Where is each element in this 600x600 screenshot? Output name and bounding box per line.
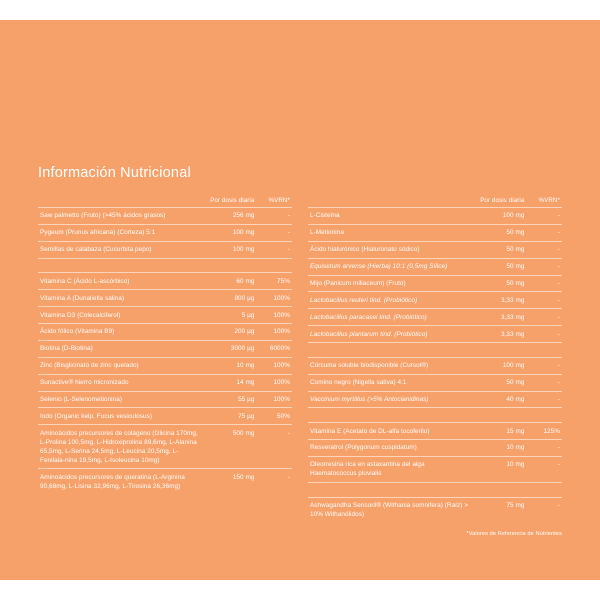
table-header-left: [38, 197, 292, 208]
header-blank-left: [38, 197, 201, 208]
nutrient-vrn: -: [526, 456, 562, 482]
table-row: [38, 340, 292, 357]
nutrient-amount: 200 µg: [201, 324, 257, 341]
nutrient-amount: 50 mg: [471, 258, 527, 275]
nutrient-vrn: 6000%: [256, 340, 292, 357]
nutrient-amount: 3,33 mg: [471, 326, 527, 343]
nutrient-name: Semillas de calabaza (Cucurbita pepo): [38, 241, 201, 258]
nutrient-vrn: 100%: [256, 290, 292, 307]
nutrient-name: Vaccinium myrtillus (>5% Antocianidinas): [308, 391, 471, 408]
group-spacer: [308, 408, 562, 423]
nutrient-amount: 50 mg: [471, 224, 527, 241]
table-row: [308, 275, 562, 292]
table-row: [38, 290, 292, 307]
nutrient-amount: 100 mg: [201, 241, 257, 258]
nutrient-name: Vitamina D3 (Colecalciferol): [38, 307, 201, 324]
nutrient-name: L-Cisteína: [308, 208, 471, 225]
nutrient-amount: 150 mg: [201, 469, 257, 494]
nutrient-amount: 256 mg: [201, 208, 257, 225]
nutrient-amount: 75 µg: [201, 408, 257, 425]
header-vrn-left: %VRN*: [268, 197, 290, 204]
nutrient-vrn: -: [256, 425, 292, 469]
table-row: [308, 456, 562, 482]
nutrition-table-right: [308, 197, 562, 523]
nutrient-amount: 55 µg: [201, 391, 257, 408]
nutrient-name: Ácido hialurónico (Hialuronato sódico): [308, 241, 471, 258]
nutrient-vrn: -: [526, 208, 562, 225]
nutrient-vrn: -: [526, 440, 562, 457]
nutrient-amount: 5 µg: [201, 307, 257, 324]
nutrient-vrn: -: [256, 469, 292, 494]
nutrient-vrn: 50%: [256, 408, 292, 425]
nutrient-amount: 15 mg: [471, 423, 527, 440]
nutrient-vrn: 100%: [256, 374, 292, 391]
nutrient-name: Saw palmetto (Fruto) (>45% ácidos grasos): [38, 208, 201, 225]
nutrient-name: Ashwagandha Sensoril® (Withania somnifera) (Raíz) > 10% Withanólidos): [308, 497, 471, 522]
table-body-left: [38, 208, 292, 495]
table-row: [38, 391, 292, 408]
nutrient-name: Resveratrol (Polygonum cuspidatum): [308, 440, 471, 457]
table-row: [308, 357, 562, 374]
nutrient-amount: 3,33 mg: [471, 292, 527, 309]
nutrient-vrn: -: [526, 309, 562, 326]
table-row: [38, 357, 292, 374]
table-row: [38, 307, 292, 324]
nutrient-amount: 10 mg: [201, 357, 257, 374]
nutrient-amount: 14 mg: [201, 374, 257, 391]
nutrient-vrn: -: [256, 208, 292, 225]
nutrient-amount: 10 mg: [471, 440, 527, 457]
nutrient-amount: 50 mg: [471, 374, 527, 391]
table-row: [308, 208, 562, 225]
nutrient-vrn: -: [526, 224, 562, 241]
left-column: [38, 197, 292, 537]
nutrient-amount: 100 mg: [471, 357, 527, 374]
table-row: [38, 324, 292, 341]
nutrient-name: Equisetum arvense (Hierba) 10:1 (0,5mg Sílice): [308, 258, 471, 275]
nutrient-vrn: -: [256, 224, 292, 241]
nutrient-amount: 75 mg: [471, 497, 527, 522]
table-row: [38, 241, 292, 258]
table-body-right: [308, 208, 562, 523]
nutrient-name: Zinc (Bisglicinato de zinc quelado): [38, 357, 201, 374]
nutrient-name: Cúrcuma soluble biodisponible (Cursol®): [308, 357, 471, 374]
nutrient-vrn: -: [526, 391, 562, 408]
columns-wrapper: [38, 197, 562, 537]
nutrient-name: L-Metionina: [308, 224, 471, 241]
table-row: [308, 391, 562, 408]
nutrient-name: Ácido fólico (Vitamina B9): [38, 324, 201, 341]
nutrient-vrn: 100%: [256, 357, 292, 374]
nutrient-name: Comino negro (Nigella sativa) 4:1: [308, 374, 471, 391]
nutrient-name: Vitamina A (Dunaliella salina): [38, 290, 201, 307]
nutrient-amount: 3000 µg: [201, 340, 257, 357]
nutrition-panel: [0, 20, 600, 580]
table-row: [38, 408, 292, 425]
nutrient-name: Mijo (Panicum miliaceum) (Fruto): [308, 275, 471, 292]
nutrient-amount: 500 mg: [201, 425, 257, 469]
table-row: [308, 292, 562, 309]
nutrient-name: Iodo (Organic kelp, Fucus vesiculosus): [38, 408, 201, 425]
nutrient-name: Biotina (D-Biotina): [38, 340, 201, 357]
group-spacer: [308, 482, 562, 497]
table-row: [38, 469, 292, 494]
footnote: *Valores de Referencia de Nutrientes: [466, 530, 562, 537]
group-spacer: [308, 343, 562, 358]
table-row: [308, 241, 562, 258]
nutrient-amount: 100 mg: [471, 208, 527, 225]
nutrient-amount: 10 mg: [471, 456, 527, 482]
table-row: [308, 326, 562, 343]
table-row: [308, 497, 562, 522]
table-row: [308, 423, 562, 440]
nutrition-content: [38, 165, 562, 537]
nutrient-amount: 100 mg: [201, 224, 257, 241]
nutrient-vrn: -: [526, 497, 562, 522]
table-row: [38, 425, 292, 469]
table-row: [308, 374, 562, 391]
nutrient-name: Selenio (L-Selenometionina): [38, 391, 201, 408]
nutrient-amount: 50 mg: [471, 241, 527, 258]
nutrient-vrn: 125%: [526, 423, 562, 440]
table-row: [308, 258, 562, 275]
header-per-dose-left: Por dosis diaria: [210, 197, 255, 204]
nutrient-vrn: -: [526, 241, 562, 258]
header-vrn-right: %VRN*: [538, 197, 560, 204]
nutrition-table-left: [38, 197, 292, 494]
table-row: [38, 374, 292, 391]
nutrient-amount: 40 mg: [471, 391, 527, 408]
nutrient-vrn: -: [256, 241, 292, 258]
nutrient-name: Sunactive® hierro micronizado: [38, 374, 201, 391]
nutrient-name: Vitamina C (Ácido L-ascórbico): [38, 273, 201, 290]
table-row: [38, 224, 292, 241]
nutrient-name: Lactobacillus reuteri tind. (Probiótico): [308, 292, 471, 309]
nutrient-vrn: 100%: [256, 307, 292, 324]
nutrient-name: Lactobacillus plantarum tind. (Probiótico): [308, 326, 471, 343]
nutrient-vrn: -: [526, 292, 562, 309]
table-row: [38, 208, 292, 225]
nutrient-amount: 50 mg: [471, 275, 527, 292]
nutrient-name: Aminoácidos precursores de colágeno (Glicina 170mg, L-Prolina 100,5mg, L-Hidroxiprolina 89,6mg, L-Alanina 65,5mg, L-Serina 24,5mg, L-Leucina 20,5mg, L-Fenilala-nina 19,5mg, L-Isoleucina 10mg): [38, 425, 201, 469]
nutrient-amount: 60 mg: [201, 273, 257, 290]
nutrient-amount: 800 µg: [201, 290, 257, 307]
table-row: [308, 224, 562, 241]
nutrient-vrn: -: [526, 326, 562, 343]
table-row: [308, 440, 562, 457]
nutrient-name: Pygeum (Prunus africana) (Corteza) 5:1: [38, 224, 201, 241]
nutrient-vrn: -: [526, 357, 562, 374]
table-row: [308, 309, 562, 326]
nutrient-amount: 3,33 mg: [471, 309, 527, 326]
nutrient-vrn: 100%: [256, 324, 292, 341]
header-blank-right: [308, 197, 471, 208]
table-header-right: [308, 197, 562, 208]
nutrient-vrn: -: [526, 374, 562, 391]
right-column: [308, 197, 562, 537]
table-row: [38, 273, 292, 290]
nutrient-vrn: 100%: [256, 391, 292, 408]
nutrient-vrn: 75%: [256, 273, 292, 290]
nutrient-vrn: -: [526, 275, 562, 292]
nutrient-name: Lactobacillus paracasei tind. (Probiótico): [308, 309, 471, 326]
nutrient-vrn: -: [526, 258, 562, 275]
group-spacer: [38, 258, 292, 273]
nutrient-name: Oleorresina rica en astaxantina del alga Haematococcus pluvialis: [308, 456, 471, 482]
nutrient-name: Vitamina E (Acetato de DL-alfa tocoferilo): [308, 423, 471, 440]
header-per-dose-right: Por dosis diaria: [480, 197, 525, 204]
page-title: Información Nutricional: [38, 165, 191, 181]
nutrient-name: Aminoácidos precursores de queratina (L-Arginina 90,68mg, L-Lisina 32,96mg, L-Tirosina 26,36mg): [38, 469, 201, 494]
